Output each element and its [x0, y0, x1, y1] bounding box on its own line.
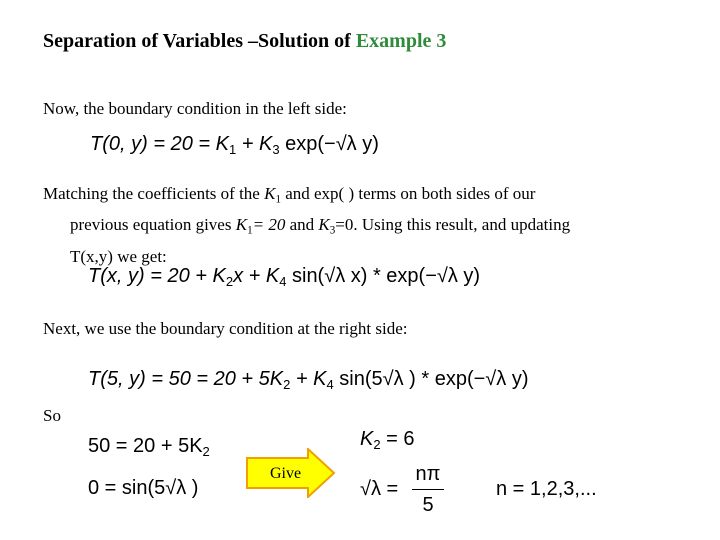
title-accent: Example 3 [355, 30, 447, 52]
equation-sin: 0 = sin(5√λ ) [88, 477, 199, 499]
slide-title: Separation of Variables –Solution of Example 3 [43, 30, 447, 52]
para-left-boundary: Now, the boundary condition in the left side: [43, 99, 347, 118]
equation-left-boundary: T(0, $y) = 20 = K_1 + K_3$ exp(−√λ y) [90, 133, 379, 157]
fraction-numerator: nπ [415, 463, 441, 485]
result-sqrt-lambda: √λ = [360, 478, 399, 500]
fraction-bar [412, 489, 444, 490]
para-matching: Matching the coefficients of the $K_1$ and exp( ) terms on both sides of our previous equation gives $K_1= 20$ and $K_3=0$. Using this result, and updating T(x,y) we get: [43, 184, 571, 266]
equation-updated-T: T(x, $y) = 20 + K_2x + K_4$ sin(√λ x) * exp(−√λ y) [88, 265, 481, 289]
result-k2: $K_2 = 6$ [360, 428, 415, 452]
equation-right-boundary: T(5, $y) = 50 = 20 + 5K_2 + K_4$ sin(5√λ ) * exp(−√λ y) [88, 368, 529, 392]
give-arrow-label: Give [270, 465, 302, 482]
para-right-boundary: Next, we use the boundary condition at the right side: [43, 319, 408, 338]
equation-k2: $50 = 20 + 5K_2$ [88, 435, 210, 459]
result-n-values: n = 1,2,3,... [496, 478, 597, 500]
so-label: So [43, 406, 61, 425]
fraction-denominator: 5 [422, 494, 434, 516]
